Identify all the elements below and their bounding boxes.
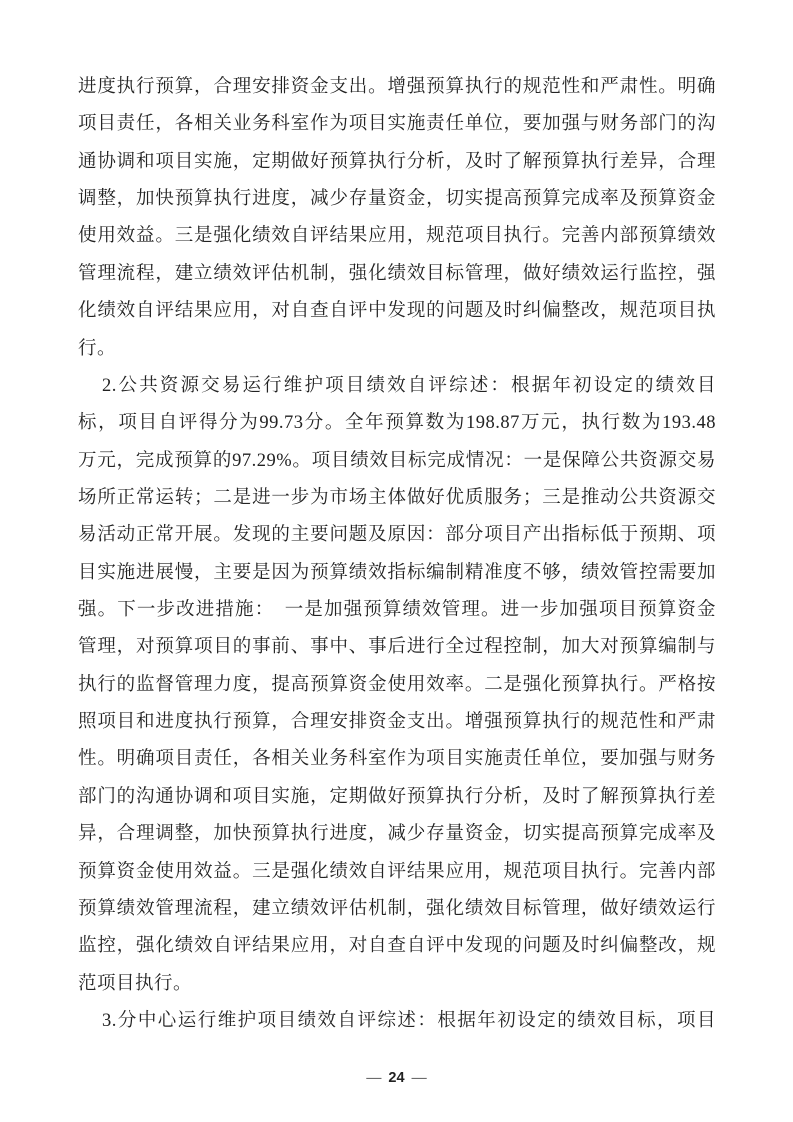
page-number: 24 <box>388 1070 405 1086</box>
text-line: 预算绩效管理流程，建立绩效评估机制，强化绩效目标管理，做好绩效运行 <box>78 898 716 919</box>
paragraph-budget-execution-continuation <box>78 69 716 368</box>
text-line: 性。明确项目责任，各相关业务科室作为项目实施责任单位，要加强与财务 <box>78 749 716 770</box>
text-line: 异，合理调整，加快预算执行进度，减少存量资金，切实提高预算完成率及 <box>78 824 716 845</box>
footer-dash-left: — <box>366 1070 382 1086</box>
text-line: 通协调和项目实施，定期做好预算执行分析，及时了解预算执行差异，合理 <box>78 151 716 172</box>
text-line: 化绩效自评结果应用，对自查自评中发现的问题及时纠偏整改，规范项目执 <box>78 301 716 322</box>
text-line: 范项目执行。 <box>78 973 193 994</box>
document-body <box>78 69 716 1040</box>
text-line: 标，项目自评得分为99.73分。全年预算数为198.87万元，执行数为193.48 <box>78 413 716 434</box>
text-line: 行。 <box>78 338 117 359</box>
footer-dash-right: — <box>411 1070 427 1086</box>
text-line: 执行的监督管理力度，提高预算资金使用效率。二是强化预算执行。严格按 <box>78 674 716 695</box>
page-footer <box>0 1068 793 1088</box>
text-line: 管理流程，建立绩效评估机制，强化绩效目标管理，做好绩效运行监控，强 <box>78 263 716 284</box>
text-line: 部门的沟通协调和项目实施，定期做好预算执行分析，及时了解预算执行差 <box>78 786 716 807</box>
text-line: 强。下一步改进措施： 一是加强预算绩效管理。进一步加强项目预算资金 <box>78 600 716 621</box>
text-line: 易活动正常开展。发现的主要问题及原因：部分项目产出指标低于预期、项 <box>78 525 716 546</box>
text-line: 调整，加快预算执行进度，减少存量资金，切实提高预算完成率及预算资金 <box>78 189 716 210</box>
text-line: 项目责任，各相关业务科室作为项目实施责任单位，要加强与财务部门的沟 <box>78 114 716 135</box>
text-line: 监控，强化绩效自评结果应用，对自查自评中发现的问题及时纠偏整改，规 <box>78 936 716 957</box>
text-line: 目实施进展慢，主要是因为预算绩效指标编制精准度不够，绩效管控需要加 <box>78 562 716 583</box>
text-line: 管理，对预算项目的事前、事中、事后进行全过程控制，加大对预算编制与 <box>78 637 716 658</box>
text-line: 场所正常运转；二是进一步为市场主体做好优质服务；三是推动公共资源交 <box>78 487 716 508</box>
paragraph-2-public-resource-trading-project <box>78 368 716 1003</box>
text-line: 进度执行预算，合理安排资金支出。增强预算执行的规范性和严肃性。明确 <box>78 77 716 97</box>
paragraph-3-branch-center-project <box>78 1003 716 1040</box>
text-line: 2.公共资源交易运行维护项目绩效自评综述：根据年初设定的绩效目 <box>102 375 716 396</box>
text-line: 使用效益。三是强化绩效自评结果应用，规范项目执行。完善内部预算绩效 <box>78 226 716 247</box>
text-line: 照项目和进度执行预算，合理安排资金支出。增强预算执行的规范性和严肃 <box>78 712 716 733</box>
text-line: 3.分中心运行维护项目绩效自评综述：根据年初设定的绩效目标，项目 <box>102 1010 716 1031</box>
text-line: 万元，完成预算的97.29%。项目绩效目标完成情况：一是保障公共资源交易 <box>78 450 716 471</box>
text-line: 预算资金使用效益。三是强化绩效自评结果应用，规范项目执行。完善内部 <box>78 861 716 882</box>
